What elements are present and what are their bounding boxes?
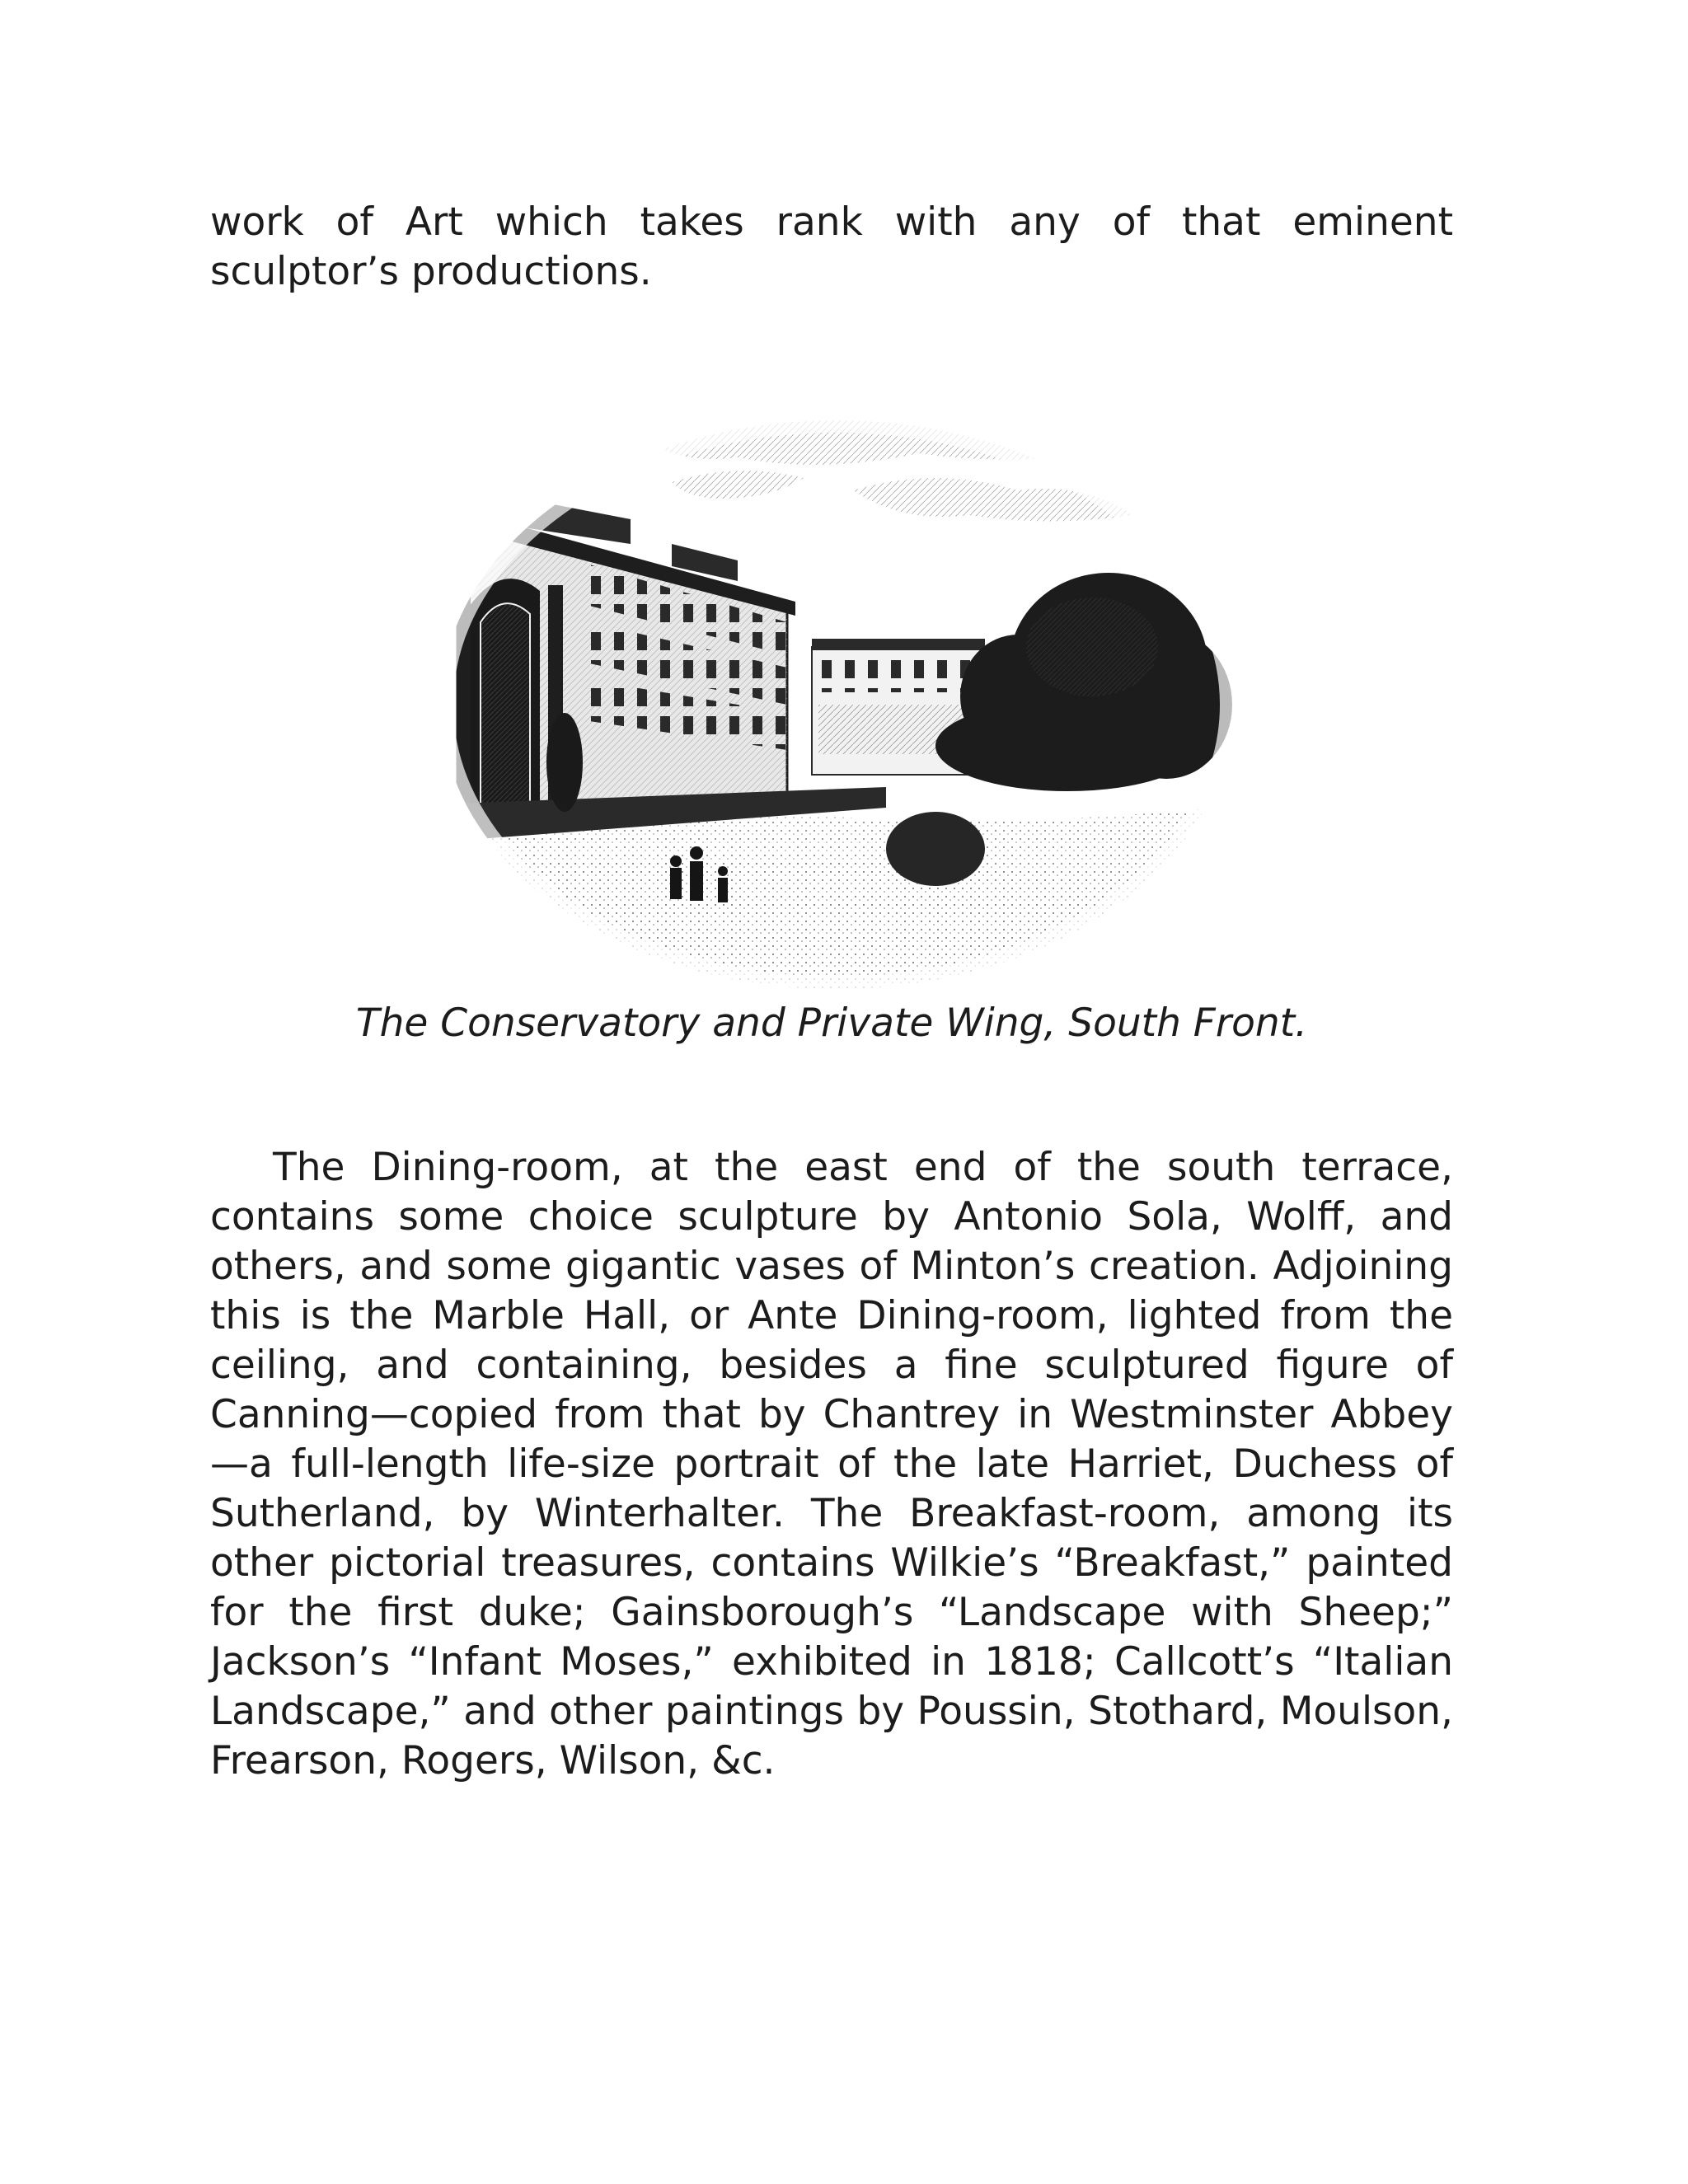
engraving-illustration	[424, 375, 1249, 993]
body-paragraph: The Dining-room, at the east end of the south terrace, contains some choice sculpture by Antonio Sola, Wolff, and others, and some gigantic vases of Minton’s creation. Adjoining this is the Marble Hall, or Ante Dining-room, lighted from the ceiling, and containing, besides a fine sculptured figure of Canning—copied from that by Chantrey in Westminster Abbey—a full-length life-size portrait of the late Harriet, Duchess of Sutherland, by Winterhalter. The Breakfast-room, among its other pictorial treasures, contains Wilkie’s “Breakfast,” painted for the first duke; Gainsborough’s “Landscape with Sheep;” Jackson’s “Infant Moses,” exhibited in 1818; Callcott’s “Italian Landscape,” and other paintings by Poussin, Stothard, Moulson, Frearson, Rogers, Wilson, &c.	[210, 1145, 1453, 1783]
figure-caption: The Conservatory and Private Wing, South Front.	[355, 1001, 1308, 1046]
intro-paragraph: work of Art which takes rank with any of that eminent sculptor’s productions.	[210, 199, 1453, 294]
